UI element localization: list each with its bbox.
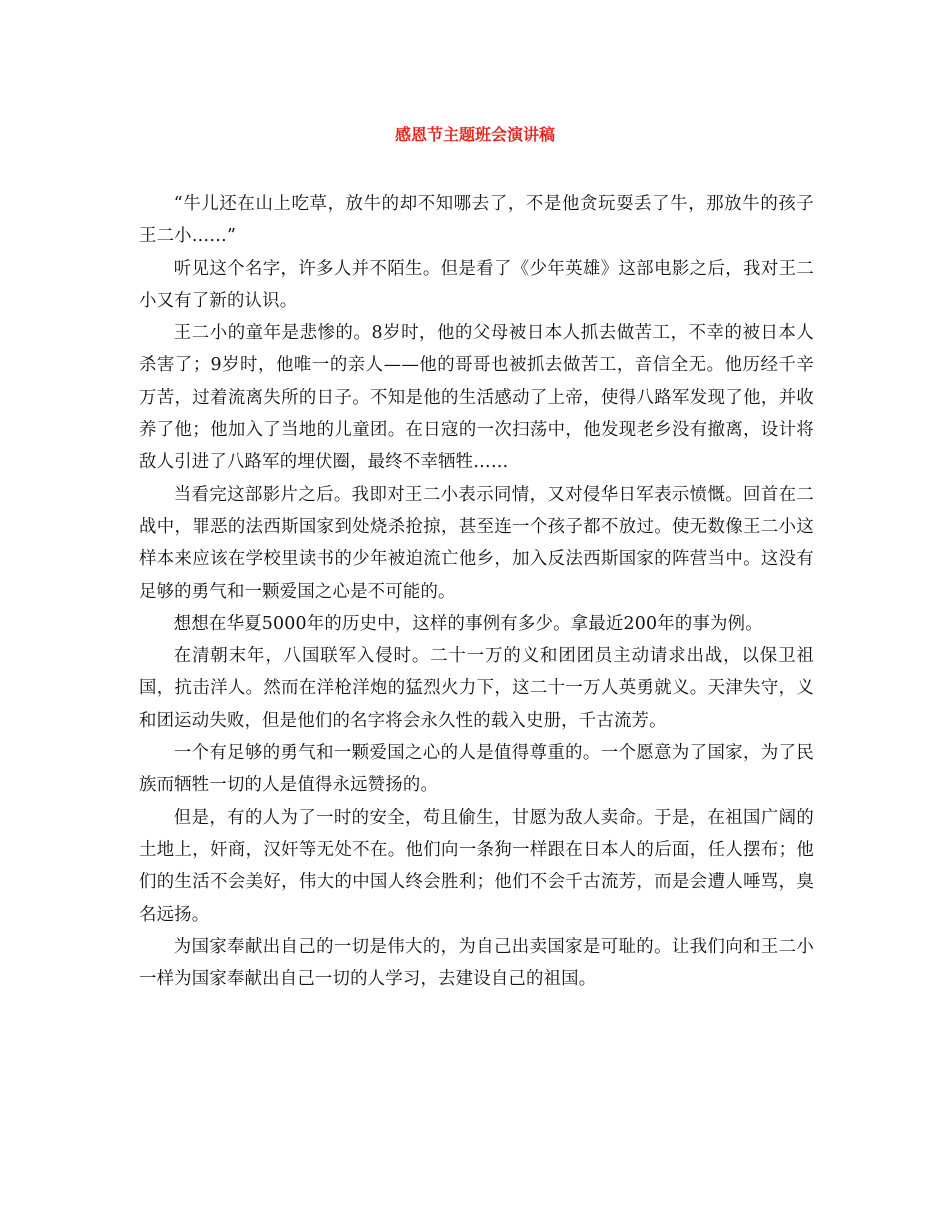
paragraph: 在清朝末年，八国联军入侵时。二十一万的义和团团员主动请求出战，以保卫祖国，抗击洋人。然而在洋枪洋炮的猛烈火力下，这二十一万人英勇就义。天津失守，义和团运动失败，但是他们的名字将会永久性的载入史册，千古流芳。 — [139, 646, 814, 731]
document-body — [139, 188, 814, 995]
paragraph: 但是，有的人为了一时的安全，苟且偷生，甘愿为敌人卖命。于是，在祖国广阔的土地上，奸商，汉奸等无处不在。他们向一条狗一样跟在日本人的后面，任人摆布；他们的生活不会美好，伟大的中国人终会胜利；他们不会千古流芳，而是会遭人唾骂，臭名远扬。 — [139, 807, 814, 925]
document-title: 感恩节主题班会演讲稿 — [394, 125, 555, 144]
paragraph: 听见这个名字，许多人并不陌生。但是看了《少年英雄》这部电影之后，我对王二小又有了新的认识。 — [139, 258, 814, 311]
paragraph: “牛儿还在山上吃草，放牛的却不知哪去了，不是他贪玩耍丢了牛，那放牛的孩子王二小……” — [139, 194, 814, 247]
paragraph: 一个有足够的勇气和一颗爱国之心的人是值得尊重的。一个愿意为了国家，为了民族而牺牲一切的人是值得永远赞扬的。 — [139, 743, 814, 796]
paragraph: 当看完这部影片之后。我即对王二小表示同情，又对侵华日军表示愤慨。回首在二战中，罪恶的法西斯国家到处烧杀抢掠，甚至连一个孩子都不放过。使无数像王二小这样本来应该在学校里读书的少年被迫流亡他乡，加入反法西斯国家的阵营当中。这没有足够的勇气和一颗爱国之心是不可能的。 — [139, 484, 814, 602]
paragraph: 王二小的童年是悲惨的。8岁时，他的父母被日本人抓去做苦工，不幸的被日本人杀害了；9岁时，他唯一的亲人——他的哥哥也被抓去做苦工，音信全无。他历经千辛万苦，过着流离失所的日子。不知是他的生活感动了上帝，使得八路军发现了他，并收养了他；他加入了当地的儿童团。在日寇的一次扫荡中，他发现老乡没有撤离，设计将敌人引进了八路军的埋伏圈，最终不幸牺牲…… — [139, 323, 814, 473]
paragraph: 想想在华夏5000年的历史中，这样的事例有多少。拿最近200年的事为例。 — [173, 613, 763, 634]
paragraph: 为国家奉献出自己的一切是伟大的，为自己出卖国家是可耻的。让我们向和王二小一样为国家奉献出自己一切的人学习，去建设自己的祖国。 — [139, 936, 814, 990]
